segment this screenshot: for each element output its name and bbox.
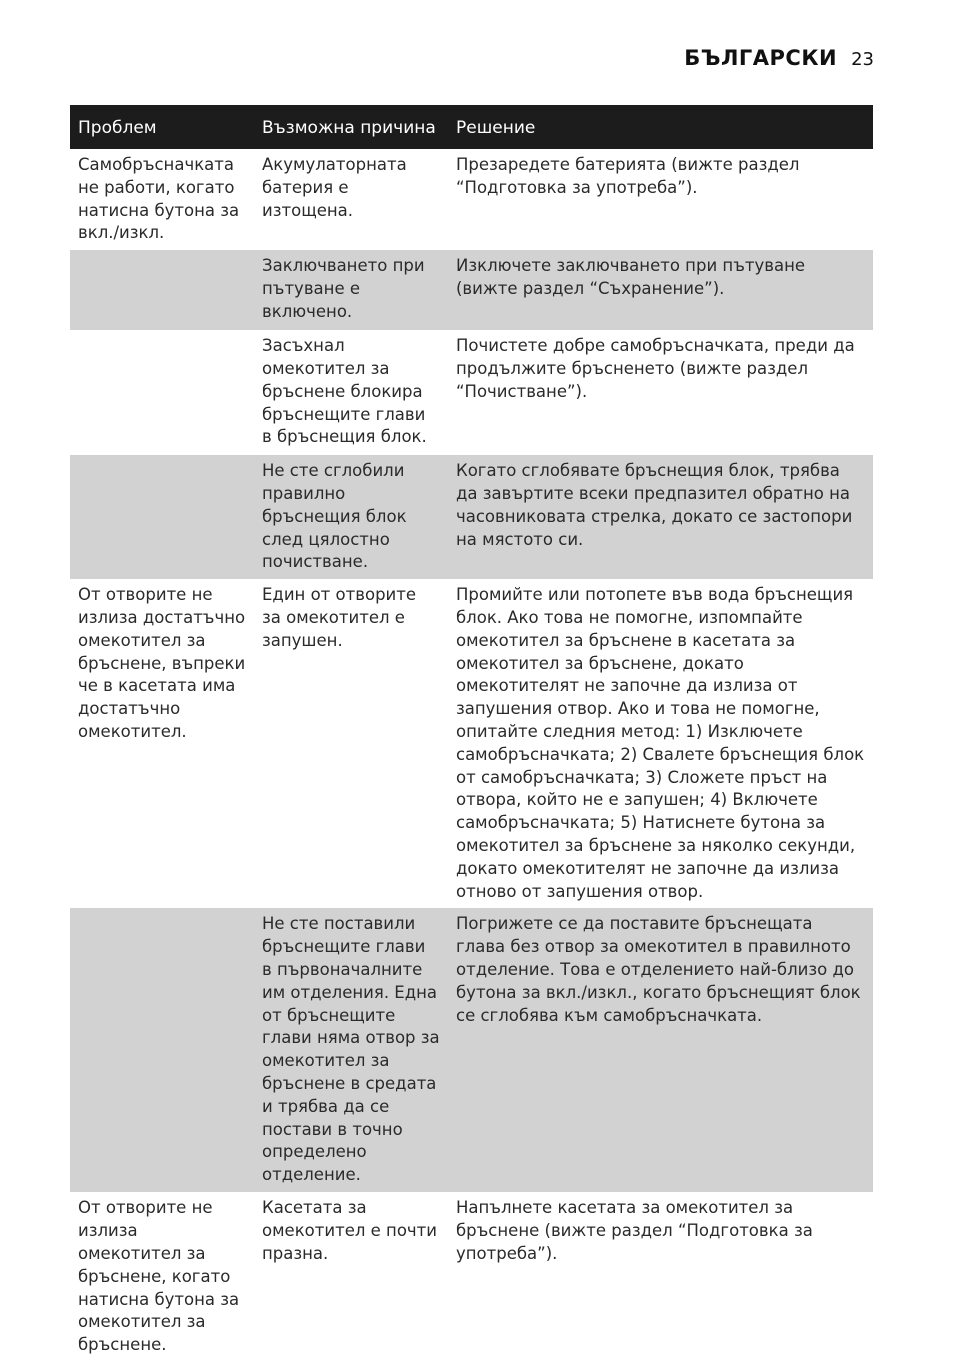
cause-cell: Засъхнал омекотител за бръснене блокира бръснещите глави в бръснещия блок. (262, 336, 427, 447)
section-language-title: БЪЛГАРСКИ (684, 46, 838, 70)
table-row (70, 908, 873, 1192)
cause-cell: Не сте сглобили правилно бръснещия блок след цялостно почистване. (254, 455, 448, 579)
solution-cell: Напълнете касетата за омекотител за бръснене (вижте раздел “Подготовка за употреба”). (456, 1198, 813, 1263)
cause-cell: Акумулаторната батерия е изтощена. (262, 155, 407, 220)
solution-cell: Промийте или потопете във вода бръснещия блок. Ако това не помогне, изпомпайте омекотител за бръснене в касетата за омекотител за бръснене, докато омекотителят не започне да излиза от запушения отвор. Ако и това не помогне, опитайте следния метод: 1) Изключете самобръсначката; 2) Свалете бръснещия блок от самобръсначката; 3) Сложете пръст на отвора, който не е запушен; 4) Включете самобръсначката; 5) Натиснете бутона за омекотител за бръснене за няколко секунди, докато омекотителят не започне да излиза отново от запушения отвор. (456, 585, 865, 901)
table-row (70, 250, 873, 330)
problem-cell: От отворите не излиза достатъчно омекотител за бръснене, въпреки че в касетата има достатъчно омекотител. (78, 585, 246, 741)
cause-cell: Не сте поставили бръснещите глави в първоначалните им отделения. Една от бръснещите глави няма отвор за омекотител за бръснене в средата и трябва да се постави в точно определено отделение. (254, 908, 448, 1192)
problem-cell (70, 908, 254, 1192)
column-header-solution: Решение (448, 105, 873, 149)
table-header (70, 105, 873, 149)
solution-cell: Почистете добре самобръсначката, преди да продължите бръсненето (вижте раздел “Почистване”). (456, 336, 855, 401)
page-header (684, 46, 874, 70)
table-body (70, 149, 873, 1362)
column-header-problem: Проблем (70, 105, 254, 149)
problem-cell (70, 455, 254, 579)
table-row (70, 149, 873, 250)
solution-cell: Погрижете се да поставите бръснещата глава без отвор за омекотител в правилното отделение. Това е отделението най-близо до бутона за вкл./изкл., когато бръснещият блок се сглобява към самобръсначката. (448, 908, 873, 1192)
cause-cell: Един от отворите за омекотител е запушен. (262, 585, 417, 650)
problem-cell: От отворите не излиза омекотител за бръснене, когато натисна бутона за омекотител за бръснене. (78, 1198, 240, 1355)
table-header-row (70, 105, 873, 149)
solution-cell: Когато сглобявате бръснещия блок, трябва да завъртите всеки предпазител обратно на часовниковата стрелка, докато се застопори на мястото си. (448, 455, 873, 579)
troubleshooting-table (70, 105, 873, 1362)
problem-cell (70, 250, 254, 330)
table-row (70, 330, 873, 455)
table-row (70, 455, 873, 579)
table-row (70, 579, 873, 908)
solution-cell: Презаредете батерията (вижте раздел “Подготовка за употреба”). (456, 155, 800, 197)
problem-cell (70, 330, 254, 455)
cause-cell: Заключването при пътуване е включено. (254, 250, 448, 330)
table-row (70, 1192, 873, 1362)
column-header-cause: Възможна причина (254, 105, 448, 149)
problem-cell: Самобръсначката не работи, когато натисна бутона за вкл./изкл. (78, 155, 240, 243)
page-number: 23 (851, 49, 874, 70)
solution-cell: Изключете заключването при пътуване (вижте раздел “Съхранение”). (448, 250, 873, 330)
cause-cell: Касетата за омекотител е почти празна. (262, 1198, 438, 1263)
